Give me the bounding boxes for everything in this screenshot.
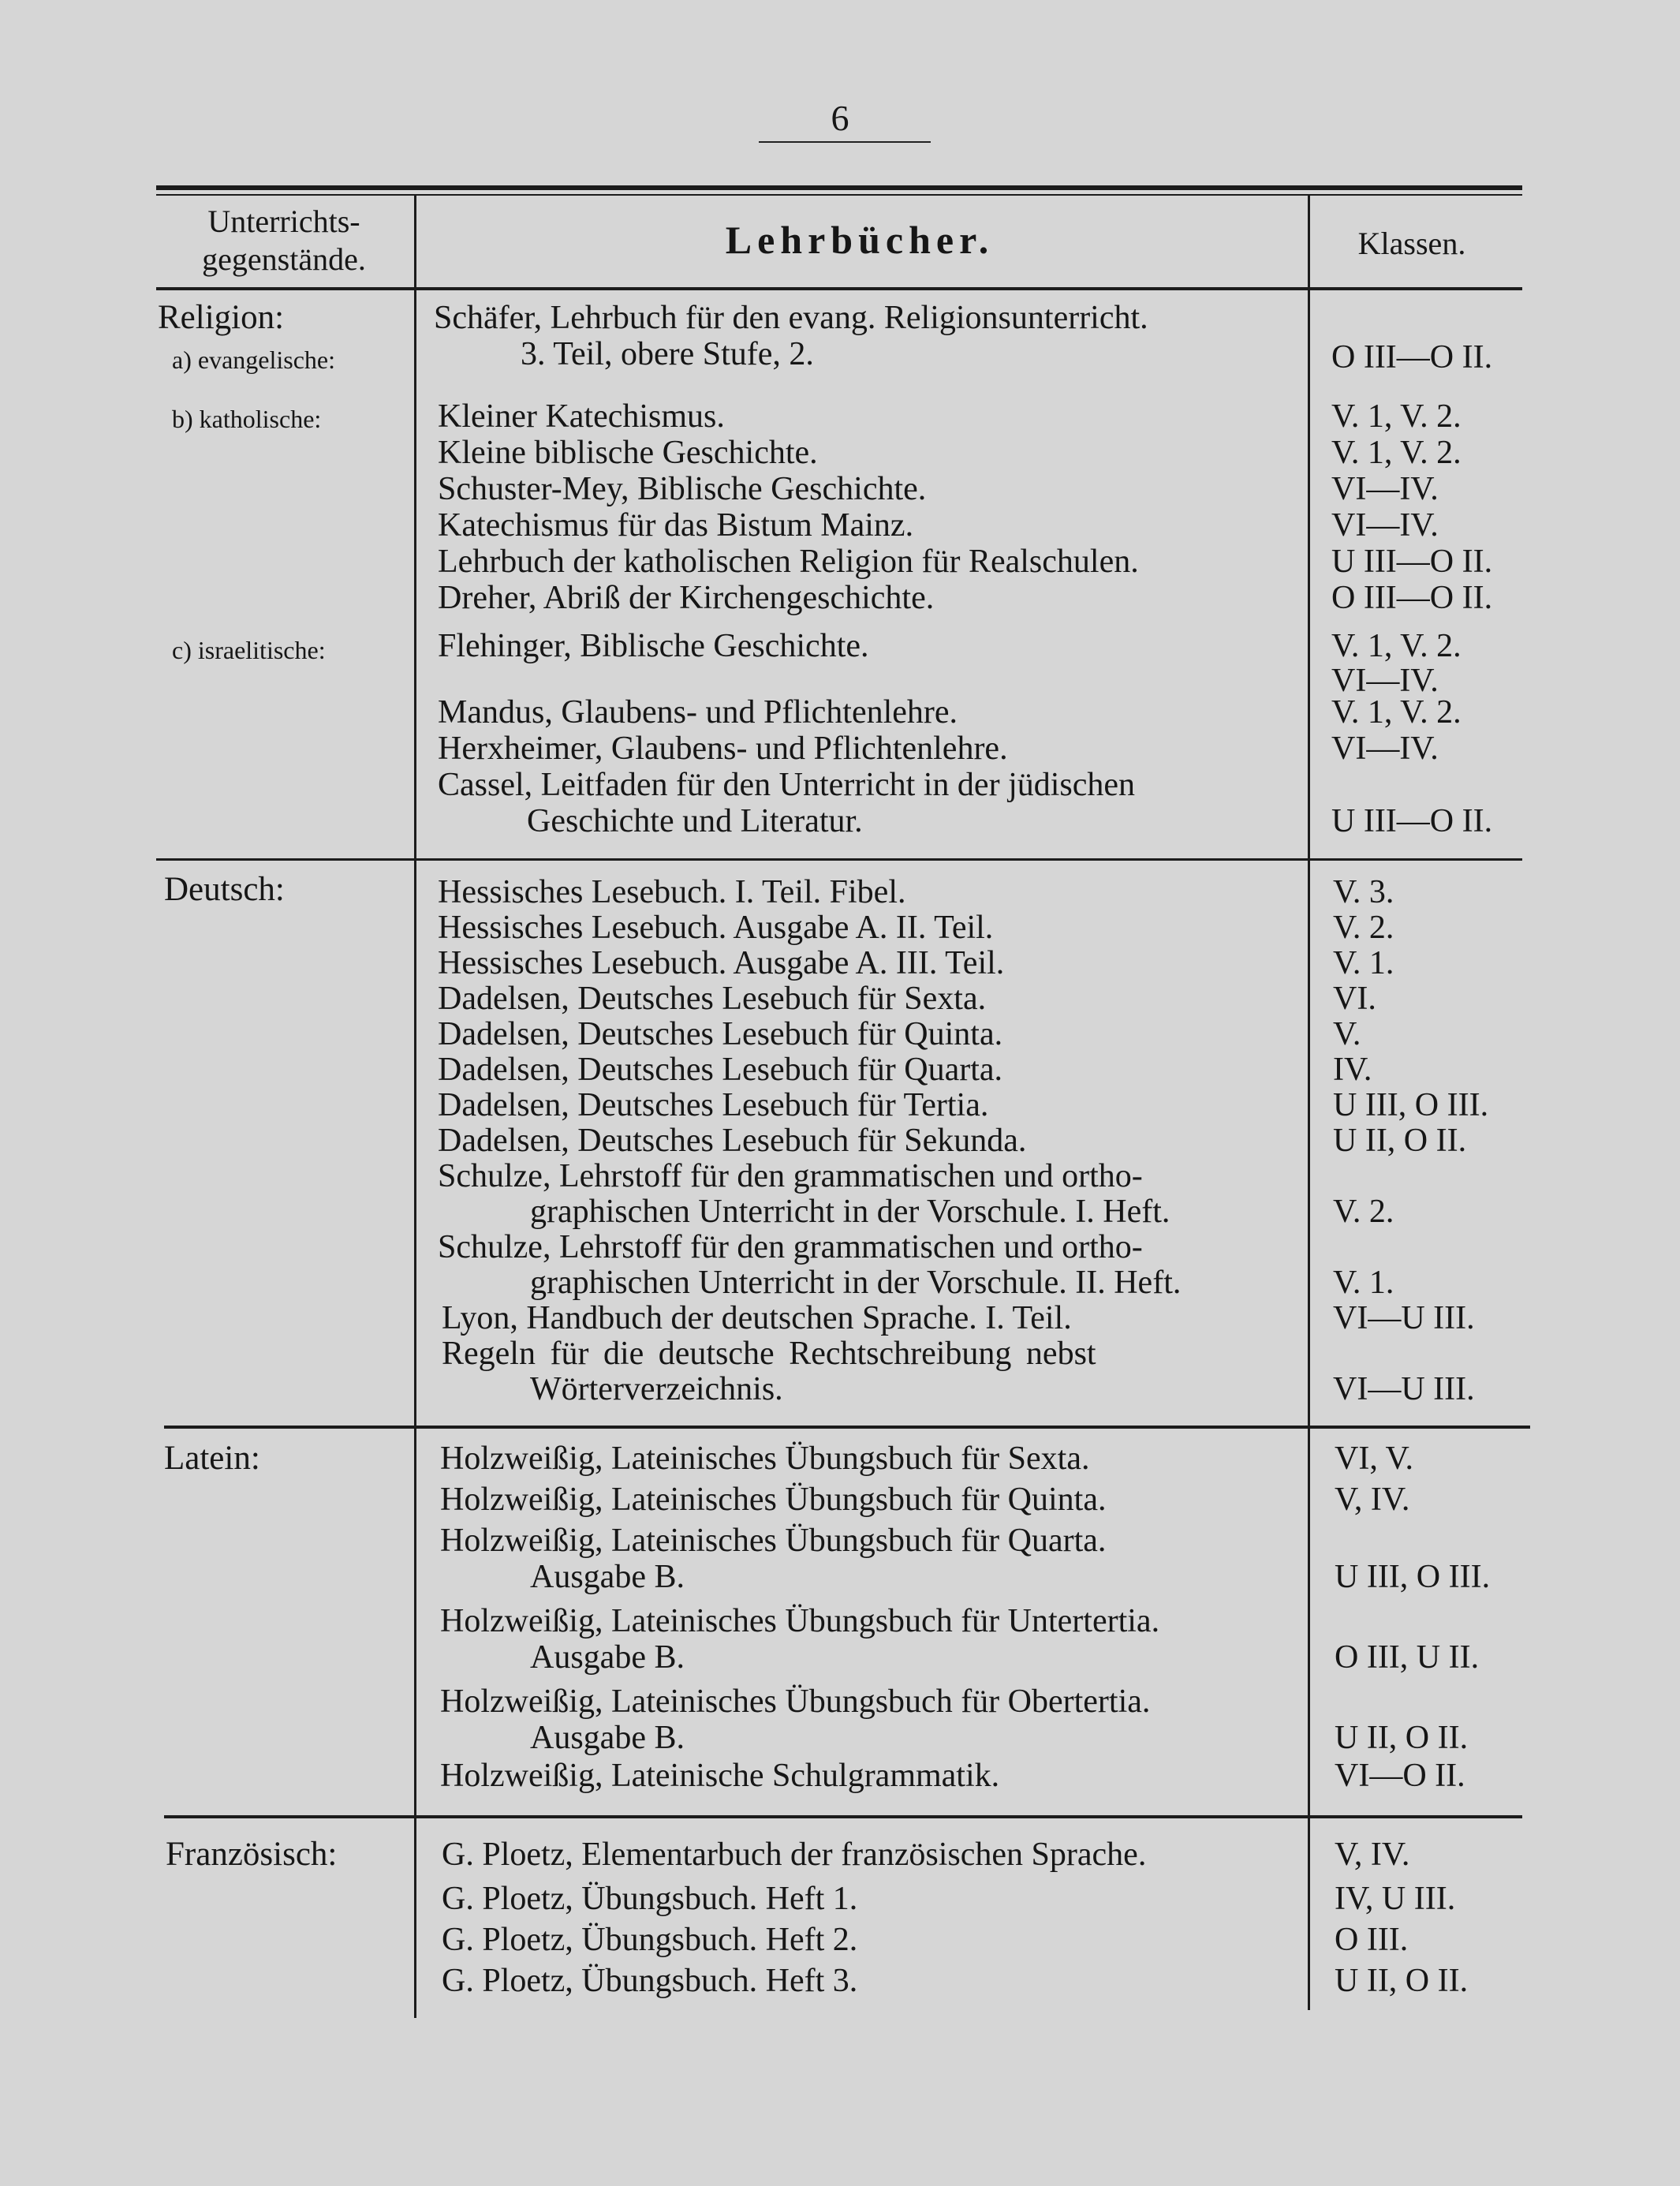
subject-franzoesisch: Französisch: — [166, 1836, 338, 1873]
class-range: V. 1, V. 2. — [1331, 628, 1462, 664]
book-title: Regeln für die deutsche Rechtschreibung nebst — [442, 1336, 1096, 1372]
book-title: Wörterverzeichnis. — [530, 1371, 783, 1407]
class-range: VI—IV. — [1331, 663, 1439, 699]
class-range: IV, U III. — [1335, 1881, 1456, 1917]
class-range: VI—O II. — [1335, 1758, 1465, 1794]
class-range: O III, U II. — [1335, 1639, 1480, 1676]
class-range: V. 1. — [1333, 945, 1394, 981]
class-range: VI—IV. — [1331, 731, 1439, 767]
class-range: V. 1, V. 2. — [1331, 435, 1462, 471]
class-range: V. 1, V. 2. — [1331, 398, 1462, 435]
class-range: VI—U III. — [1333, 1300, 1475, 1336]
book-title: Ausgabe B. — [530, 1720, 685, 1756]
subject-religion-israelitisch: c) israelitische: — [172, 636, 326, 664]
book-title: Dadelsen, Deutsches Lesebuch für Tertia. — [438, 1087, 989, 1123]
table-header-rule — [156, 287, 1522, 290]
column-rule-left — [414, 196, 416, 2018]
book-title: Schuster-Mey, Biblische Geschichte. — [438, 471, 927, 507]
class-range: U II, O II. — [1335, 1720, 1469, 1756]
class-range: V, IV. — [1335, 1837, 1410, 1873]
book-title: Dadelsen, Deutsches Lesebuch für Quinta. — [438, 1016, 1003, 1052]
book-title: Dadelsen, Deutsches Lesebuch für Sexta. — [438, 981, 987, 1017]
book-title: Herxheimer, Glaubens- und Pflichtenlehre. — [438, 731, 1008, 767]
class-range: VI—IV. — [1331, 471, 1439, 507]
class-range: O III. — [1335, 1922, 1409, 1958]
book-title: Ausgabe B. — [530, 1559, 685, 1595]
class-range: U III, O III. — [1335, 1559, 1491, 1595]
header-subject-column — [158, 203, 410, 278]
page-number-rule — [759, 141, 931, 143]
class-range: V. 3. — [1333, 874, 1394, 910]
book-title: Holzweißig, Lateinisches Übungsbuch für Sexta. — [440, 1441, 1090, 1477]
book-title: Schäfer, Lehrbuch für den evang. Religionsunterricht. — [434, 300, 1148, 336]
book-title: G. Ploetz, Übungsbuch. Heft 2. — [442, 1922, 858, 1958]
class-range: V. 2. — [1333, 910, 1394, 946]
subject-religion-evangelisch: a) evangelische: — [172, 346, 335, 374]
class-range: VI—U III. — [1333, 1371, 1475, 1407]
book-title: Hessisches Lesebuch. Ausgabe A. III. Teil. — [438, 945, 1005, 981]
class-range: O III—O II. — [1331, 339, 1493, 376]
class-range: VI, V. — [1335, 1441, 1413, 1477]
subject-religion-katholisch: b) katholische: — [172, 405, 322, 433]
book-title: Dadelsen, Deutsches Lesebuch für Quarta. — [438, 1052, 1003, 1088]
class-range: V. — [1333, 1016, 1361, 1052]
book-title: Hessisches Lesebuch. I. Teil. Fibel. — [438, 874, 906, 910]
class-range: U III—O II. — [1331, 803, 1493, 839]
class-range: O III—O II. — [1331, 580, 1493, 616]
divider-latein-franzoesisch — [164, 1815, 1522, 1818]
class-range: V. 2. — [1333, 1194, 1394, 1230]
book-title: Schulze, Lehrstoff für den grammatischen und ortho- — [438, 1158, 1143, 1194]
class-range: VI—IV. — [1331, 507, 1439, 544]
book-title: Dadelsen, Deutsches Lesebuch für Sekunda. — [438, 1123, 1027, 1159]
class-range: V. 1. — [1333, 1265, 1394, 1301]
book-title: Kleine biblische Geschichte. — [438, 435, 818, 471]
page-number: 6 — [831, 98, 849, 138]
book-title: 3. Teil, obere Stufe, 2. — [521, 336, 814, 372]
book-title: Holzweißig, Lateinische Schulgrammatik. — [440, 1758, 1000, 1794]
table-top-rule — [156, 185, 1522, 190]
book-title: Ausgabe B. — [530, 1639, 685, 1676]
class-range: V, IV. — [1335, 1482, 1410, 1518]
book-title: Kleiner Katechismus. — [438, 398, 725, 435]
book-title: Dreher, Abriß der Kirchengeschichte. — [438, 580, 935, 616]
class-range: U III, O III. — [1333, 1087, 1489, 1123]
book-title: graphischen Unterricht in der Vorschule. II. Heft. — [530, 1265, 1182, 1301]
book-title: graphischen Unterricht in der Vorschule. I. Heft. — [530, 1194, 1170, 1230]
subject-deutsch: Deutsch: — [164, 871, 285, 908]
book-title: Lehrbuch der katholischen Religion für Realschulen. — [438, 544, 1139, 580]
table-top-rule-thin — [156, 194, 1522, 196]
header-books-column: Lehrbücher. — [725, 218, 995, 262]
book-title: Mandus, Glaubens- und Pflichtenlehre. — [438, 694, 958, 731]
class-range: U III—O II. — [1331, 544, 1493, 580]
book-title: G. Ploetz, Übungsbuch. Heft 3. — [442, 1963, 858, 1999]
class-range: U II, O II. — [1335, 1963, 1469, 1999]
book-title: Cassel, Leitfaden für den Unterricht in der jüdischen — [438, 767, 1136, 803]
subject-latein: Latein: — [164, 1440, 260, 1477]
book-title: Geschichte und Literatur. — [527, 803, 863, 839]
book-title: Schulze, Lehrstoff für den grammatischen und ortho- — [438, 1229, 1143, 1265]
class-range: U II, O II. — [1333, 1123, 1467, 1159]
header-subject-line-2: gegenstände. — [202, 241, 366, 277]
book-title: Holzweißig, Lateinisches Übungsbuch für Untertertia. — [440, 1603, 1160, 1639]
book-title: Holzweißig, Lateinisches Übungsbuch für Quarta. — [440, 1523, 1107, 1559]
class-range: V. 1, V. 2. — [1331, 694, 1462, 731]
header-classes-column: Klassen. — [1357, 226, 1466, 261]
divider-religion-deutsch — [156, 858, 1522, 861]
class-range: VI. — [1333, 981, 1376, 1017]
book-title: Holzweißig, Lateinisches Übungsbuch für Obertertia. — [440, 1683, 1151, 1720]
header-subject-line-1: Unterrichts- — [207, 204, 360, 239]
book-title: G. Ploetz, Elementarbuch der französischen Sprache. — [442, 1837, 1147, 1873]
subject-religion: Religion: — [158, 299, 285, 336]
divider-deutsch-latein — [164, 1426, 1530, 1429]
book-title: Hessisches Lesebuch. Ausgabe A. II. Teil. — [438, 910, 994, 946]
book-title: G. Ploetz, Übungsbuch. Heft 1. — [442, 1881, 858, 1917]
book-title: Holzweißig, Lateinisches Übungsbuch für Quinta. — [440, 1482, 1107, 1518]
book-title: Flehinger, Biblische Geschichte. — [438, 628, 869, 664]
book-title: Lyon, Handbuch der deutschen Sprache. I. Teil. — [442, 1300, 1072, 1336]
class-range: IV. — [1333, 1052, 1372, 1088]
book-title: Katechismus für das Bistum Mainz. — [438, 507, 914, 544]
column-rule-right — [1308, 196, 1310, 2010]
